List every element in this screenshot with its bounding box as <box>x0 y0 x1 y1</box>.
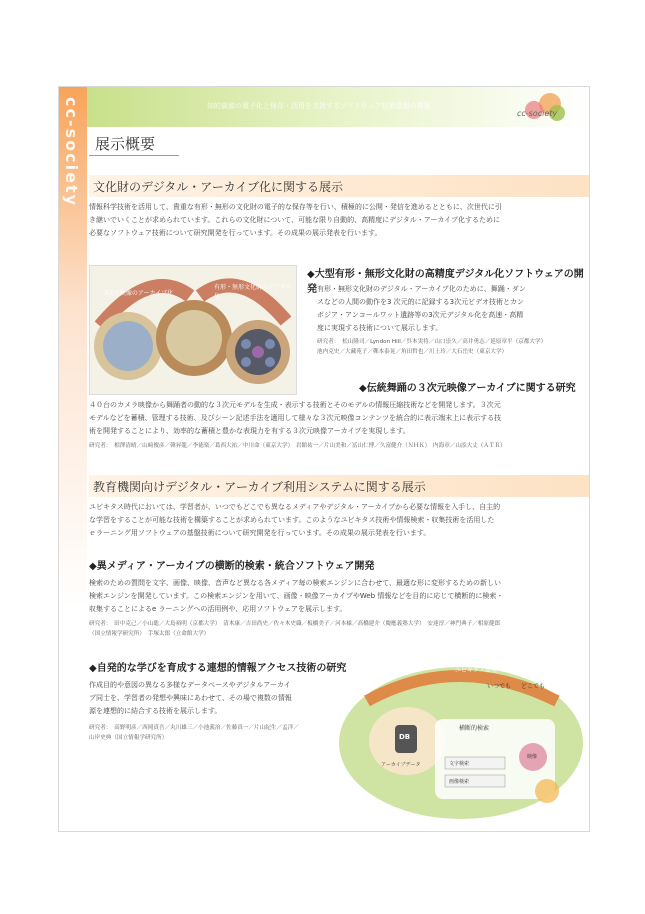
section1-intro-line: き継いでいくことが求められています。これらの文化財について、可能な限り自動的、高精度にデジタル・アーカイブ化するために <box>89 216 500 224</box>
section2-sub2-line: 作成目的や意図の異なる多様なデータベースやデジタルアーカイ <box>89 681 291 689</box>
section2-intro <box>89 501 587 540</box>
credits-line: 山岸史典（国立情報学研究所） <box>89 735 168 741</box>
section2-title: 教育機関向けデジタル・アーカイブ利用システムに関する展示 <box>93 480 426 494</box>
section2-sub1-line: 検索エンジンを開発しています。この検索エンジンを用いて、画像・映像アーカイブやWeb 情報などを目的に応じて横断的に検索・ <box>89 592 504 600</box>
section1-sub2-credits <box>89 441 587 451</box>
figure-label-search: 横断的検索 <box>459 725 490 732</box>
section1-sub1-line: 有形・無形文化財のデジタル・アーカイブ化のために、舞踊・ダン <box>317 285 526 293</box>
associative-access-illustration <box>337 661 585 821</box>
section2-sub1-line: 収集することによるe ラーニングへの活用例や、応用ソフトウェアを展示します。 <box>89 605 347 613</box>
credits-line: 池内克史／大藏苑子／鄭本泰晃／角田哲也／川上玲／大石岳史（東京大学） <box>317 349 508 355</box>
figure-label-anywhere: どこでも <box>521 683 546 690</box>
section1-sub1-line: 度に実現する技術について展示します。 <box>317 324 443 332</box>
section1-sub2-body <box>89 399 587 438</box>
section2-sub2-credits <box>89 723 333 743</box>
section2-sub1-credits <box>89 619 587 639</box>
section1-sub1-title: ◆大型有形・無形文化財の高精度デジタル化ソフトウェアの開発 <box>307 269 584 295</box>
section1-sub1-body <box>317 283 585 335</box>
section2-sub2-title: ◆自発的な学びを育成する連想的情報アクセス技術の研究 <box>89 663 347 674</box>
section1-intro <box>89 201 587 240</box>
figure-label-video: 映像 <box>527 754 538 760</box>
section1-sub2-line: モデルなどを蓄積、管理する技術、及びシーン記述手法を適用して様々な３次元映像コンテンツを統合的に表示端末上に表示する技 <box>89 414 502 422</box>
title-underline <box>89 155 179 156</box>
section1-sub2-title: ◆伝統舞踊の３次元映像アーカイブに関する研究 <box>359 383 576 394</box>
section2-sub2-line: 源を連想的に結合する技術を展示します。 <box>89 707 222 715</box>
section2-intro-line: ユビキタス時代においては、学習者が、いつでもどこでも異なるメディアやデジタル・アーカイブから必要な情報を入手し、自主的 <box>89 503 501 511</box>
figure-arc-label-right: 有形・無形文化財のデジタル化 <box>214 284 292 300</box>
figure-label-text-search: 文字検索 <box>449 761 470 767</box>
page-title: 展示概要 <box>95 135 156 153</box>
section2-heading <box>89 475 589 497</box>
figure-label-db: DB <box>399 733 411 741</box>
top-decorative-band <box>87 87 589 127</box>
vertical-brand-text: cc-society <box>62 97 81 208</box>
section1-intro-line: 情報科学技術を活用して、貴重な有形・無形の文化財の電子的な保存等を行い、積極的に公開・発信を進めるとともに、次世代に引 <box>89 203 502 211</box>
figure-label-archive: アーカイブデータ <box>381 762 421 768</box>
section2-intro-line: ｅラーニング用ソフトウェアの基盤技術について研究開発を行っています。その成果の展示発表を行います。 <box>89 529 431 537</box>
figure-label-anytime: いつでも <box>487 683 512 690</box>
header-subtitle: 知的資源の電子化と保存・活用を支援するソフトウェア技術基盤の構築 <box>207 102 431 110</box>
figure-arc-label-left: 3次元映像のアーカイブ化 <box>104 290 174 297</box>
figure-label-ubiquitous: ユビキタス環境 <box>455 667 497 674</box>
section2-sub1-body <box>89 577 587 616</box>
section1-title: 文化財のデジタル・アーカイブ化に関する展示 <box>93 180 343 194</box>
credits-line: 研究者： 松山隆司／Lyndon Hill／呉本実将／山口崇久／高井勇志／延原章平（京都大学） <box>317 339 547 345</box>
document-page <box>58 86 590 832</box>
section2-intro-line: な学習をすることが可能な技術を構築することが求められています。このようなユビキタス技術や情報検索・収集技術を活用した <box>89 516 495 524</box>
credits-line: 研究者： 高野明彦／西岡真吾／丸川雄三／小池義治／佐藤真一／片山紀生／孟洋／ <box>89 725 299 731</box>
logo-text: cc-society <box>517 109 558 118</box>
figure-label-image-search: 画像検索 <box>449 779 470 785</box>
section1-sub1-line: ボジア・アンコールワット遺跡等の3次元デジタル化を高速・高精 <box>317 311 524 319</box>
cc-society-logo <box>517 93 571 133</box>
associative-access-figure <box>337 661 585 821</box>
cultural-asset-figure <box>89 265 297 395</box>
credits-line: 研究者： 相澤清晴／山﨑俊彦／韓昇龍／李徳楽／葛西大祐／中川命（東京大学） 岩館祐一／片山美和／冨山仁博／久富健介（ＮＨＫ） 内海章／山添大丈（ＡＴＲ） <box>89 443 506 449</box>
section1-sub1-line: スなどの人間の動作を3 次元的に記録する3次元ビデオ技術とカン <box>317 298 524 306</box>
section1-heading <box>89 175 589 197</box>
credits-line: 研究者： 田中克己／小山聡／大島裕明（京都大学） 清木康／吉田尚史／佐々木史織／板橋美子／河本様／高橋建介（慶應義塾大学） 安達淳／神門典子／相原健郎 <box>89 621 501 627</box>
section1-sub2-line: 術を開発することにより、効率的な蓄積と豊かな表現力を有する３次元映像アーカイブを実現します。 <box>89 427 410 435</box>
section2-sub1-line: 検索のための質問を文字、画像、映像、音声など異なる各メディア毎の検索エンジンに合わせて、最適な形に変形するための新しい <box>89 579 501 587</box>
left-decorative-band <box>59 87 87 831</box>
section1-sub2-line: ４０台のカメラ映像から舞踊者の動的な３次元モデルを生成・表示する技術とそのモデルの情報圧縮技術などを開発します。３次元 <box>89 401 501 409</box>
section1-sub1-credits <box>317 337 587 357</box>
section1-intro-line: 必要なソフトウェア技術について研究開発を行っています。その成果の展示発表を行います。 <box>89 229 382 237</box>
section2-sub2-body <box>89 679 333 718</box>
section2-sub2-line: ブ同士を、学習者の発想や興味にあわせて、その場で複数の情報 <box>89 694 292 702</box>
section2-sub1-title: ◆異メディア・アーカイブの横断的検索・統合ソフトウェア開発 <box>89 561 375 572</box>
credits-line: （国立情報学研究所） 手塚太郎（立命館大学） <box>89 631 210 637</box>
